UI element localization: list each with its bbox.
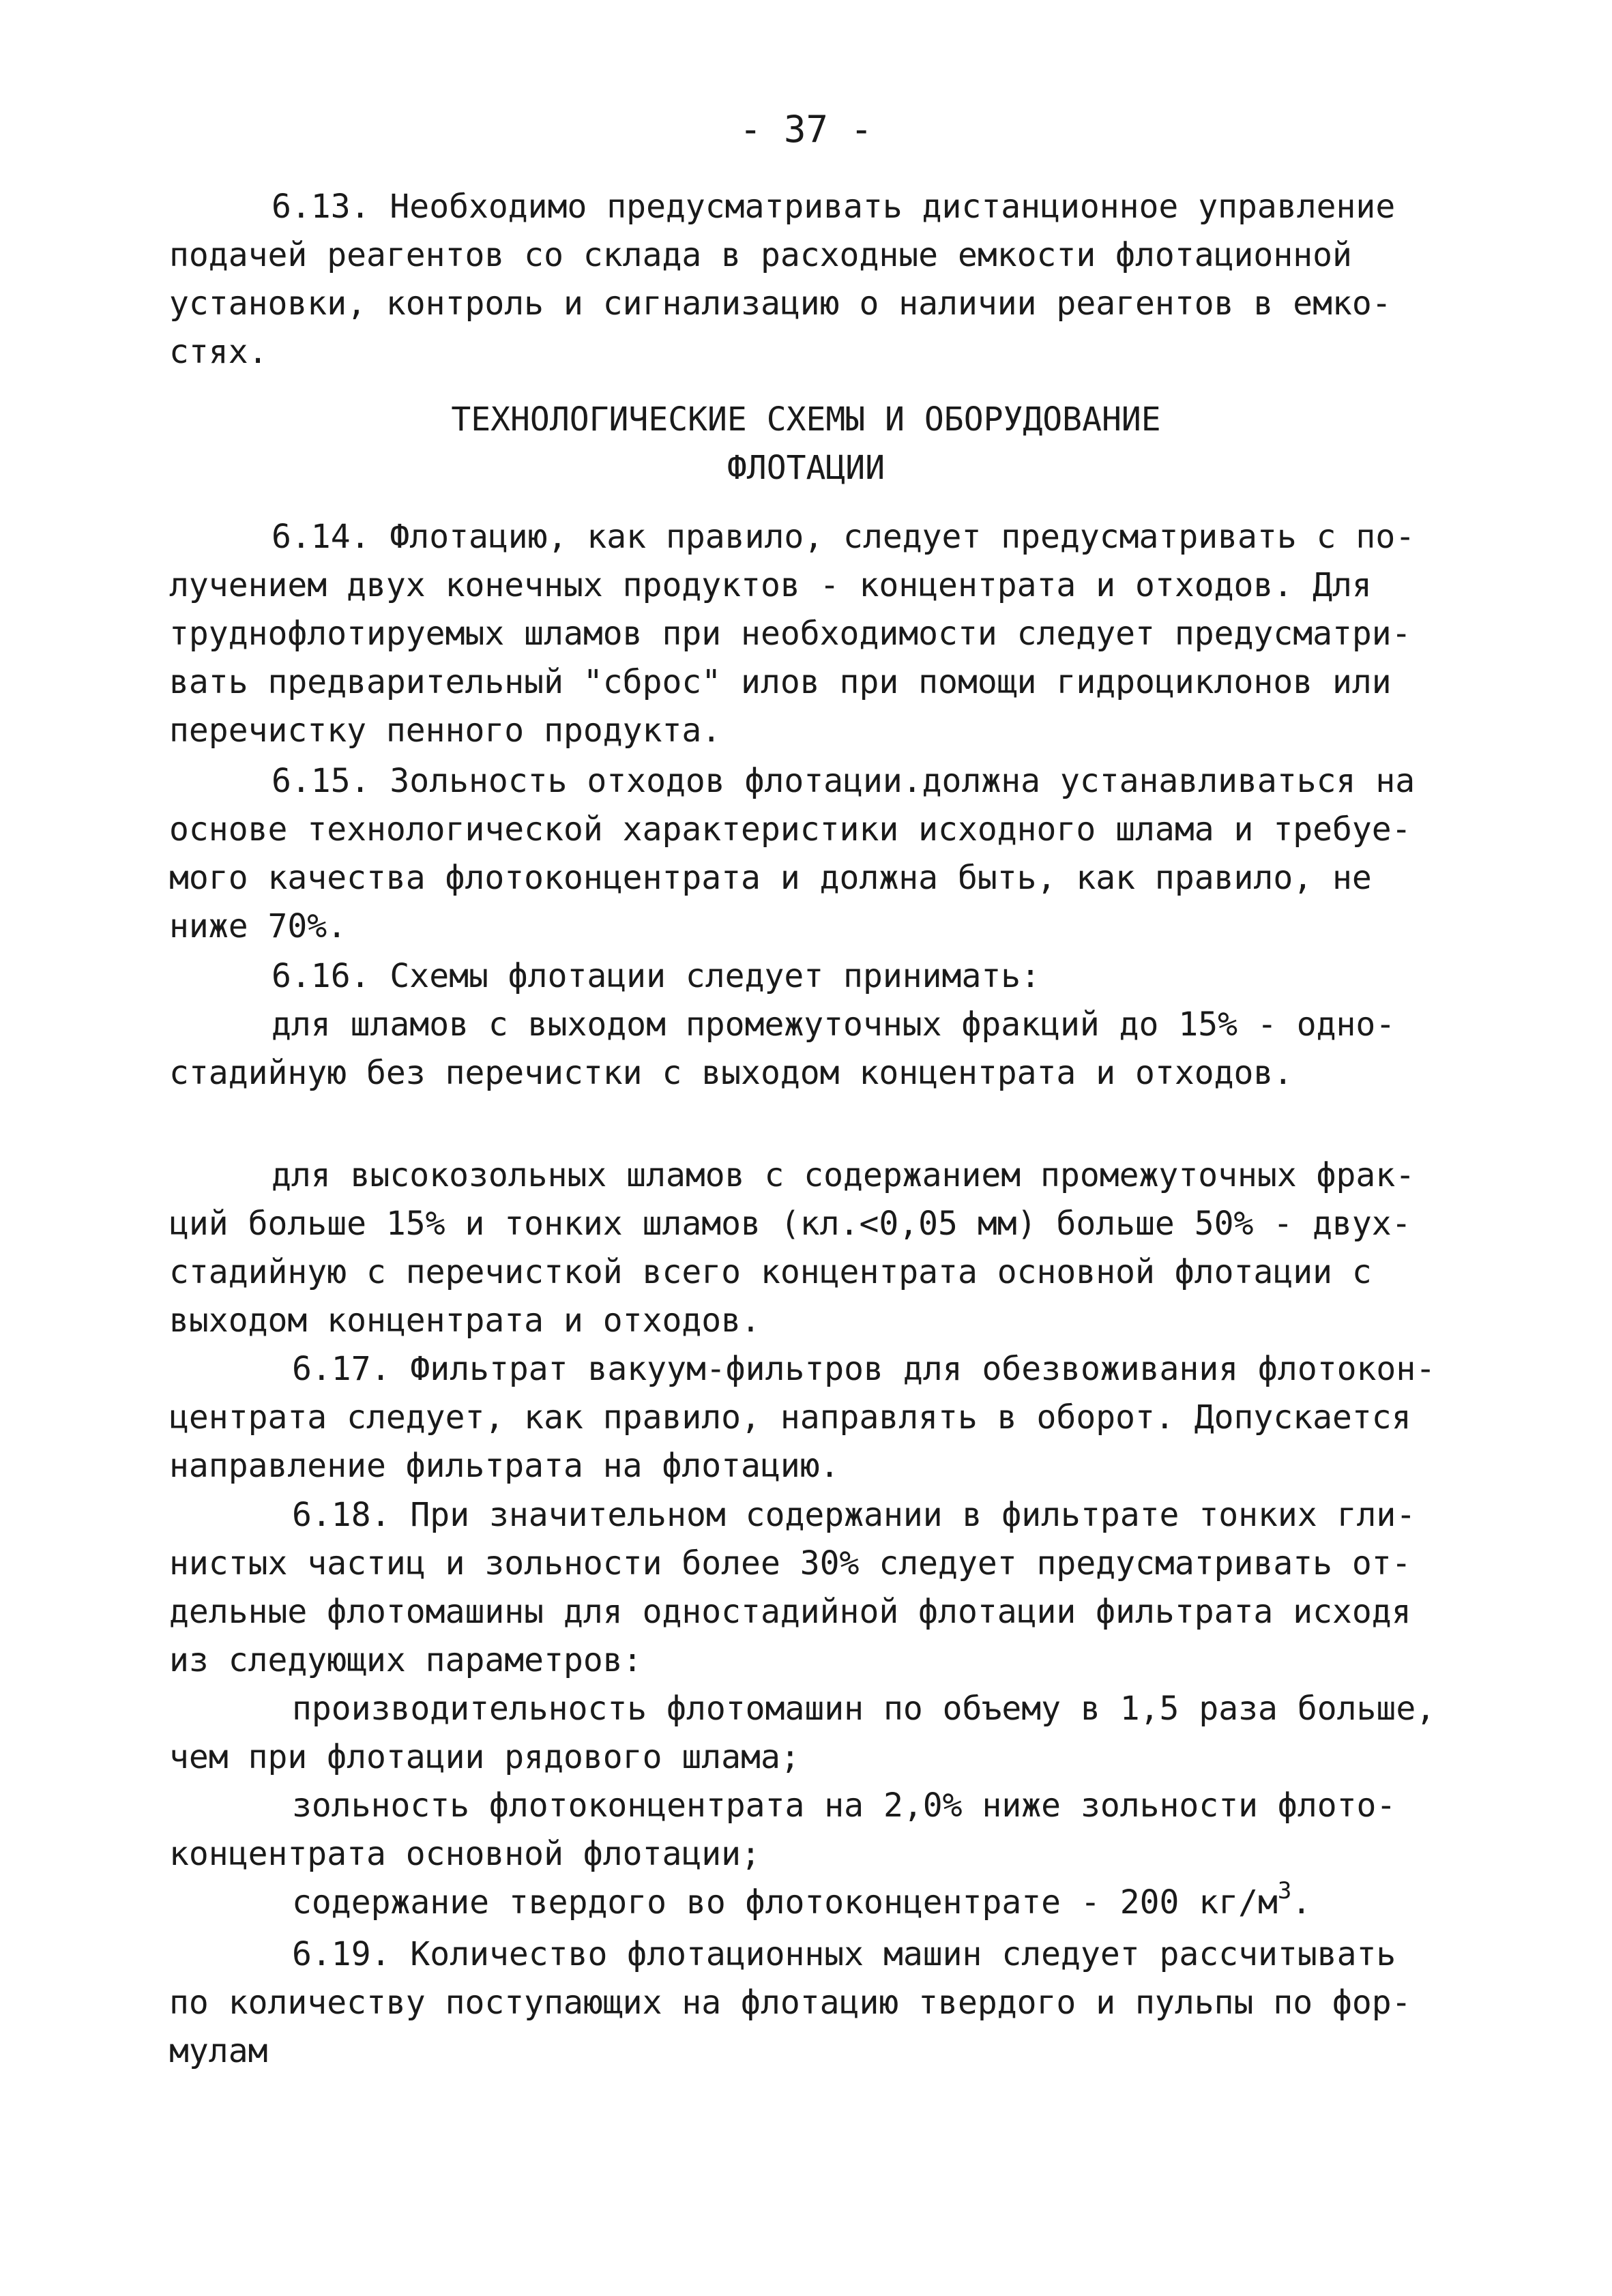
text-line: мулам [169,2032,268,2070]
text-line: для высокозольных шламов с содержанием промежуточных фрак- [272,1156,1416,1194]
text-line: 6.18. При значительном содержании в фильтрате тонких гли- [292,1496,1416,1534]
paragraph-6-19 [169,1930,1479,2076]
text-line: стадийную с перечисткой всего концентрата основной флотации с [169,1253,1372,1291]
paragraph-6-16-continued [169,1151,1479,1345]
text-line: основе технологической характеристики исходного шлама и требуе- [169,810,1411,849]
text-line: 6.13. Необходимо предусматривать дистанционное управление [272,188,1396,226]
text-line: ций больше 15% и тонких шламов (кл.<0,05 мм) больше 50% - двух- [169,1205,1411,1243]
text-line: подачей реагентов со склада в расходные емкости флотационной [169,236,1352,274]
text-line: производительность флотомашин по объему в 1,5 раза больше, [292,1690,1436,1728]
text-line: лучением двух конечных продуктов - концентрата и отходов. Для [169,566,1372,604]
paragraph-6-16 [169,952,1479,1098]
heading-line: ТЕХНОЛОГИЧЕСКИЕ СХЕМЫ И ОБОРУДОВАНИЕ [451,400,1161,439]
text-line: по количеству поступающих на флотацию твердого и пульпы по фор- [169,1984,1411,2022]
heading-line: ФЛОТАЦИИ [727,449,885,487]
text-line: выходом концентрата и отходов. [169,1301,761,1340]
text-line: направление фильтрата на флотацию. [169,1447,840,1485]
text-line: вать предварительный "сброс" илов при помощи гидроциклонов или [169,663,1392,701]
text-line: труднофлотируемых шламов при необходимости следует предусматри- [169,615,1411,653]
paragraph-6-17 [169,1345,1479,1490]
page-number: - 37 - [739,108,873,151]
text-line: центрата следует, как правило, направлять в оборот. Допускается [169,1398,1411,1437]
text-line: стадийную без перечистки с выходом концентрата и отходов. [169,1054,1293,1092]
text-line: установки, контроль и сигнализацию о наличии реагентов в емко- [169,284,1392,323]
text-line: 6.19. Количество флотационных машин следует рассчитывать [292,1935,1396,1973]
text-fragment: содержание твердого во флотоконцентрате - 200 кг/м [292,1883,1278,1922]
text-line: для шламов с выходом промежуточных фракций до 15% - одно- [272,1005,1396,1044]
paragraph-6-15 [169,757,1479,951]
text-line: дельные флотомашины для одностадийной флотации фильтрата исходя [169,1593,1411,1631]
text-line: зольность флотоконцентрата на 2,0% ниже зольности флото- [292,1786,1396,1825]
paragraph-6-14 [169,513,1479,755]
text-line: 6.15. Зольность отходов флотации.должна устанавливаться на [272,762,1416,800]
text-line: ниже 70%. [169,907,347,945]
text-line: стях. [169,333,268,371]
text-line: перечистку пенного продукта. [169,711,722,750]
paragraph-6-13 [169,183,1479,377]
section-heading [0,396,1612,492]
superscript: 3 [1277,1877,1292,1904]
paragraph-6-18 [169,1491,1479,1927]
text-fragment: . [1291,1883,1312,1922]
text-line: из следующих параметров: [169,1641,643,1679]
text-line: концентрата основной флотации; [169,1835,761,1873]
text-line: мого качества флотоконцентрата и должна быть, как правило, не [169,859,1372,897]
text-line [169,1879,1479,1927]
text-line: 6.14. Флотацию, как правило, следует предусматривать с по- [272,518,1416,556]
text-line: нистых частиц и зольности более 30% следует предусматривать от- [169,1544,1411,1583]
text-line: чем при флотации рядового шлама; [169,1738,800,1776]
text-line: 6.16. Схемы флотации следует принимать: [272,957,1041,995]
text-line: 6.17. Фильтрат вакуум-фильтров для обезвоживания флотокон- [292,1350,1436,1388]
